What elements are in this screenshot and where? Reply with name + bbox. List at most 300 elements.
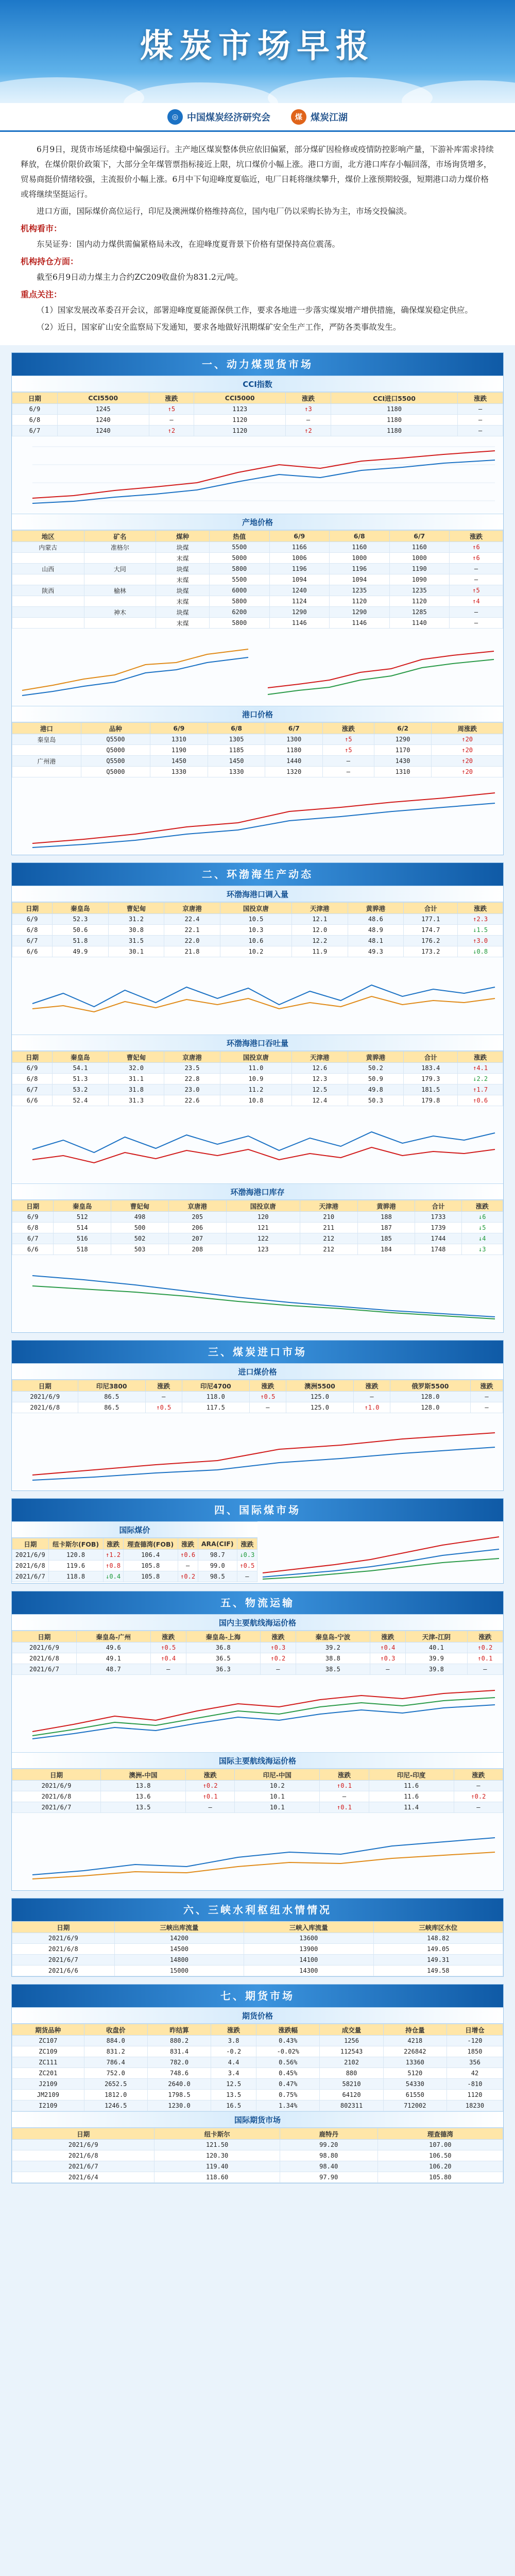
table-cell: 12.4: [291, 1095, 348, 1106]
table-cell: 0.47%: [256, 2079, 320, 2090]
table-cell: ↑0.2: [467, 1642, 503, 1653]
table-cell: 14200: [114, 1933, 244, 1944]
table-row: [12, 1074, 503, 1084]
table-cell: —: [149, 415, 194, 426]
table-cell: 广州港: [12, 756, 81, 767]
table-cell: 120: [226, 1212, 300, 1223]
table-cell: ↓4: [461, 1233, 503, 1244]
table-row: [12, 2046, 503, 2057]
table-row: [12, 2150, 503, 2161]
table-cell: 212: [300, 1244, 357, 1255]
table-header-cell: 涨跌: [150, 1631, 186, 1642]
table-cell: 22.4: [164, 914, 220, 925]
table-cell: 12.5: [291, 1084, 348, 1095]
table-cell: 31.8: [108, 1084, 164, 1095]
table-cell: 1246.5: [84, 2100, 147, 2111]
table-header-cell: 涨跌: [458, 903, 503, 914]
section-title: 六、三峡水利枢纽水情情况: [12, 1899, 503, 1921]
table-cell: —: [145, 1392, 182, 1402]
table-cell: 22.1: [164, 925, 220, 936]
table-cell: 1090: [389, 574, 450, 585]
table-cell: 23.0: [164, 1084, 220, 1095]
table-cell: -0.02%: [256, 2046, 320, 2057]
table-cell: 12.6: [291, 1063, 348, 1074]
table-cell: 神木: [84, 607, 156, 618]
table-cell: 173.2: [404, 946, 458, 957]
table-cell: 6/6: [12, 946, 53, 957]
table-cell: 48.6: [348, 914, 404, 925]
table-cell: 119.40: [154, 2161, 280, 2172]
table-cell: 107.00: [377, 2140, 503, 2150]
table-header-cell: 涨跌: [186, 1769, 235, 1781]
table-cell: 97.90: [280, 2172, 377, 2183]
table-cell: 49.8: [348, 1084, 404, 1095]
table-cell: 16.5: [211, 2100, 256, 2111]
table-cell: 2640.0: [147, 2079, 211, 2090]
table-cell: ↓0.3: [237, 1550, 257, 1561]
table-cell: 1120: [330, 596, 390, 607]
table-cell: ↑0.3: [370, 1653, 405, 1664]
table-header-cell: 印尼-中国: [235, 1769, 320, 1781]
table-cell: 2021/6/9: [12, 1550, 49, 1561]
table-cell: 1310: [374, 767, 432, 777]
table-cell: 1812.0: [84, 2090, 147, 2100]
table-cell: 榆林: [84, 585, 156, 596]
table-row: [12, 767, 503, 777]
table-header-cell: 6/2: [374, 723, 432, 734]
table-header-cell: 涨跌: [178, 1538, 198, 1550]
table-cell: 176.2: [404, 936, 458, 946]
table-cell: 1245: [57, 404, 149, 415]
table-cell: 6/7: [12, 1084, 53, 1095]
table-cell: 1305: [208, 734, 265, 745]
table-row: [12, 2140, 503, 2150]
table-row: [12, 2079, 503, 2090]
bohai-inflow-chart: [12, 957, 503, 1035]
table-header-cell: 印尼4700: [182, 1380, 249, 1392]
table-header-cell: 日期: [12, 1380, 78, 1392]
intro-heading-institutions: 机构看市：: [21, 224, 62, 233]
table-cell: 120.30: [154, 2150, 280, 2161]
table-cell: 880: [320, 2068, 383, 2079]
table-cell: 831.2: [84, 2046, 147, 2057]
table-row: [12, 1223, 503, 1233]
table-cell: —: [470, 1392, 503, 1402]
table-row: [12, 2057, 503, 2068]
table-header-cell: 京唐港: [164, 1052, 220, 1063]
table-cell: ↑5: [323, 745, 374, 756]
section-title: 五、物流运输: [12, 1591, 503, 1614]
table-cell: 49.9: [53, 946, 109, 957]
table-cell: ↑20: [432, 734, 503, 745]
table-cell: [12, 607, 84, 618]
table-cell: 752.0: [84, 2068, 147, 2079]
table-row: [12, 2090, 503, 2100]
table-cell: 1240: [269, 585, 330, 596]
table-cell: 6/8: [12, 415, 58, 426]
table-cell: 1000: [330, 553, 390, 564]
intl-freight-table: [12, 1769, 503, 1813]
sub-title-futures: 期货价格: [12, 2007, 503, 2024]
table-cell: 块煤: [156, 542, 210, 553]
table-header-cell: 秦皇岛-上海: [186, 1631, 260, 1642]
table-cell: 149.05: [373, 1944, 503, 1955]
table-row: [12, 596, 503, 607]
table-cell: 12.3: [291, 1074, 348, 1084]
table-cell: 11.0: [220, 1063, 291, 1074]
table-header-cell: 涨跌: [260, 1631, 296, 1642]
table-cell: 884.0: [84, 2036, 147, 2046]
table-cell: 1000: [389, 553, 450, 564]
table-cell: ↑0.5: [237, 1561, 257, 1571]
table-cell: 1739: [415, 1223, 461, 1233]
table-header-cell: 成交量: [320, 2024, 383, 2036]
meitanjianghu-logo[interactable]: 煤 煤炭江湖: [291, 109, 348, 125]
table-cell: 121.50: [154, 2140, 280, 2150]
table-row: [12, 404, 503, 415]
table-cell: ↑6: [450, 542, 503, 553]
table-header-cell: 日期: [12, 393, 58, 404]
table-cell: 31.5: [108, 936, 164, 946]
table-header-cell: 理查德湾: [377, 2128, 503, 2140]
table-cell: [12, 596, 84, 607]
table-header-cell: CCI5000: [194, 393, 286, 404]
table-row: [12, 542, 503, 553]
table-header-cell: 纽卡斯尔: [154, 2128, 280, 2140]
table-cell: 500: [111, 1223, 169, 1233]
table-cell: 末煤: [156, 596, 210, 607]
table-cell: 106.50: [377, 2150, 503, 2161]
table-header-cell: 天津港: [291, 1052, 348, 1063]
table-header-cell: 涨跌: [320, 1769, 369, 1781]
table-header-cell: 日期: [12, 1052, 53, 1063]
table-cell: 105.8: [123, 1561, 178, 1571]
table-cell: 1320: [265, 767, 323, 777]
table-cell: 1.34%: [256, 2100, 320, 2111]
table-cell: 10.8: [220, 1095, 291, 1106]
table-cell: 1180: [331, 404, 457, 415]
table-header-cell: 涨跌: [145, 1380, 182, 1392]
table-cell: 36.3: [186, 1664, 260, 1675]
table-cell: 50.3: [348, 1095, 404, 1106]
table-cell: 准格尔: [84, 542, 156, 553]
table-header-cell: 秦皇岛: [53, 903, 109, 914]
table-cell: [84, 574, 156, 585]
table-header-cell: 曹妃甸: [108, 903, 164, 914]
table-cell: —: [186, 1802, 235, 1813]
table-cell: 210: [300, 1212, 357, 1223]
intro-paragraph-6: （2）近日，国家矿山安全监察局下发通知，要求各地做好汛期煤矿安全生产工作，严防各类事故发生。: [37, 323, 401, 332]
table-cell: 12.0: [291, 925, 348, 936]
table-cell: 512: [54, 1212, 111, 1223]
table-cell: 148.82: [373, 1933, 503, 1944]
table-cell: 末煤: [156, 553, 210, 564]
domestic-freight-table: [12, 1631, 503, 1675]
table-header-cell: 涨跌: [454, 1769, 503, 1781]
table-header-cell: 地区: [12, 531, 84, 542]
table-cell: [12, 574, 84, 585]
table-cell: 105.80: [377, 2172, 503, 2183]
table-cell: 38.5: [296, 1664, 370, 1675]
table-row: [12, 1664, 503, 1675]
table-cell: 118.8: [48, 1571, 103, 1582]
table-cell: 712002: [383, 2100, 447, 2111]
table-cell: 10.2: [235, 1781, 320, 1791]
table-cell: ↑0.2: [260, 1653, 296, 1664]
table-row: [12, 564, 503, 574]
table-cell: 内蒙古: [12, 542, 84, 553]
table-header-cell: 涨跌: [458, 393, 503, 404]
intro-paragraph-5: （1）国家发展改革委召开会议，部署迎峰度夏能源保供工作，要求各地进一步落实煤炭增产增供措施，确保煤炭稳定供应。: [37, 306, 473, 315]
table-cell: —: [150, 1664, 186, 1675]
table-cell: 185: [357, 1233, 415, 1244]
table-cell: 30.1: [108, 946, 164, 957]
table-cell: Q5000: [81, 745, 150, 756]
table-cell: 14300: [244, 1965, 373, 1976]
table-cell: —: [450, 574, 503, 585]
table-header-cell: 涨跌: [211, 2024, 256, 2036]
table-cell: 2021/6/8: [12, 1561, 49, 1571]
table-cell: 42: [447, 2068, 503, 2079]
table-cell: 39.2: [296, 1642, 370, 1653]
bohai-stock-chart: [12, 1255, 503, 1332]
section-international: [11, 1498, 504, 1584]
section-title: 二、环渤海生产动态: [12, 863, 503, 886]
table-cell: —: [237, 1571, 257, 1582]
import-chart: [12, 1413, 503, 1490]
table-header-cell: 港口: [12, 723, 81, 734]
intro-heading-positions: 机构持仓方面：: [21, 257, 79, 266]
table-cell: 118.0: [182, 1392, 249, 1402]
table-cell: 212: [300, 1233, 357, 1244]
table-header-cell: 京唐港: [164, 903, 220, 914]
table-cell: 12.5: [211, 2079, 256, 2090]
table-cell: 11.4: [369, 1802, 454, 1813]
table-row: [12, 1244, 503, 1255]
table-cell: 末煤: [156, 574, 210, 585]
table-cell: 50.2: [348, 1063, 404, 1074]
table-cell: 98.80: [280, 2150, 377, 2161]
table-cell: 6000: [210, 585, 270, 596]
table-cell: 149.58: [373, 1965, 503, 1976]
table-header-cell: 印尼3800: [78, 1380, 145, 1392]
intro-paragraph-4: 截至6月9日动力煤主力合约ZC209收盘价为831.2元/吨。: [37, 273, 243, 282]
table-cell: 1450: [150, 756, 208, 767]
table-cell: 36.8: [186, 1642, 260, 1653]
table-row: [12, 745, 503, 756]
table-cell: 2021/6/9: [12, 1781, 101, 1791]
table-cell: 52.3: [53, 914, 109, 925]
table-cell: —: [450, 618, 503, 629]
table-cell: 10.3: [220, 925, 291, 936]
table-cell: 山西: [12, 564, 84, 574]
table-cell: 6/8: [12, 1074, 53, 1084]
table-cell: 2021/6/7: [12, 1802, 101, 1813]
table-cell: 502: [111, 1233, 169, 1244]
table-cell: 187: [357, 1223, 415, 1233]
table-header-cell: 黄骅港: [348, 1052, 404, 1063]
table-cell: 5000: [210, 553, 270, 564]
table-cell: 1146: [269, 618, 330, 629]
table-cell: 31.3: [108, 1095, 164, 1106]
table-cell: 518: [54, 1244, 111, 1255]
table-cell: 49.3: [348, 946, 404, 957]
table-cell: 1733: [415, 1212, 461, 1223]
table-cell: 10.5: [220, 914, 291, 925]
logo-bar: [0, 103, 515, 132]
table-cell: ↑0.4: [370, 1642, 405, 1653]
table-cell: 118.60: [154, 2172, 280, 2183]
table-cell: 99.0: [198, 1561, 237, 1571]
table-cell: ↑0.1: [320, 1781, 369, 1791]
table-header-cell: 持仓量: [383, 2024, 447, 2036]
table-header-cell: ARA(CIF): [198, 1538, 237, 1550]
table-cell: 13.5: [211, 2090, 256, 2100]
table-cell: 1180: [331, 415, 457, 426]
table-row: [12, 426, 503, 436]
table-cell: —: [178, 1561, 198, 1571]
cci-chart: [12, 436, 503, 514]
table-header-cell: 俄罗斯5500: [390, 1380, 470, 1392]
table-cell: ↑3: [286, 404, 331, 415]
table-cell: 831.4: [147, 2046, 211, 2057]
table-cell: ↑1.0: [354, 1402, 390, 1413]
table-cell: —: [323, 756, 374, 767]
table-cell: 1140: [389, 618, 450, 629]
intro-paragraph-3: 东吴证券：国内动力煤供需偏紧格局未改，在迎峰度夏背景下价格有望保持高位震荡。: [37, 240, 340, 249]
table-header-cell: 京唐港: [168, 1200, 226, 1212]
table-cell: 1190: [389, 564, 450, 574]
table-row: [12, 1233, 503, 1244]
table-cell: 106.20: [377, 2161, 503, 2172]
table-cell: ↑2: [286, 426, 331, 436]
table-cell: —: [320, 1791, 369, 1802]
table-cell: 2021/6/8: [12, 1402, 78, 1413]
table-cell: 3.8: [211, 2036, 256, 2046]
section-sanxia: [11, 1898, 504, 1977]
table-cell: JM2109: [12, 2090, 84, 2100]
table-cell: 2021/6/9: [12, 1392, 78, 1402]
table-cell: 1160: [389, 542, 450, 553]
table-cell: 6/6: [12, 1095, 53, 1106]
table-cell: 184: [357, 1244, 415, 1255]
table-cell: —: [454, 1781, 503, 1791]
table-cell: I2109: [12, 2100, 84, 2111]
table-cell: 2021/6/7: [12, 1955, 115, 1965]
table-header-cell: 国投京唐: [226, 1200, 300, 1212]
table-cell: ↓6: [461, 1212, 503, 1223]
table-header-cell: 天津港: [291, 903, 348, 914]
table-cell: ↑0.5: [145, 1402, 182, 1413]
table-cell: 1120: [447, 2090, 503, 2100]
port-price-table: [12, 722, 503, 777]
table-cell: 0.45%: [256, 2068, 320, 2079]
table-cell: 117.5: [182, 1402, 249, 1413]
table-header-cell: 收盘价: [84, 2024, 147, 2036]
table-cell: 12.2: [291, 936, 348, 946]
table-cell: [12, 767, 81, 777]
table-header-cell: 合计: [415, 1200, 461, 1212]
table-cell: 4.4: [211, 2057, 256, 2068]
table-cell: 13900: [244, 1944, 373, 1955]
table-cell: -120: [447, 2036, 503, 2046]
table-cell: ZC107: [12, 2036, 84, 2046]
table-cell: 2021/6/8: [12, 1653, 77, 1664]
table-cell: 1430: [374, 756, 432, 767]
import-price-table: [12, 1380, 503, 1413]
table-cell: 1230.0: [147, 2100, 211, 2111]
table-cell: 128.0: [390, 1402, 470, 1413]
table-cell: 54330: [383, 2079, 447, 2090]
table-cell: 6/7: [12, 1233, 54, 1244]
table-cell: 1180: [331, 426, 457, 436]
table-header-cell: 印尼-印度: [369, 1769, 454, 1781]
table-row: [12, 1933, 503, 1944]
table-cell: 11.6: [369, 1791, 454, 1802]
table-cell: ↑0.3: [260, 1642, 296, 1653]
table-cell: ↑20: [432, 756, 503, 767]
table-cell: —: [458, 404, 503, 415]
table-header-cell: 合计: [404, 1052, 458, 1063]
table-header-cell: 天津-江阴: [405, 1631, 467, 1642]
origin-chart-left: [12, 629, 258, 706]
table-cell: [84, 596, 156, 607]
table-cell: —: [458, 415, 503, 426]
sub-title-origin: 产地价格: [12, 514, 503, 530]
table-cell: 0.43%: [256, 2036, 320, 2046]
table-header-cell: 6/7: [265, 723, 323, 734]
table-header-cell: 6/8: [330, 531, 390, 542]
table-cell: 39.9: [405, 1653, 467, 1664]
table-cell: —: [323, 767, 374, 777]
mtjh-logo-icon: 煤: [291, 109, 306, 125]
table-header-cell: 日期: [12, 1631, 77, 1642]
table-cell: 5500: [210, 574, 270, 585]
table-cell: 6/7: [12, 426, 58, 436]
port-chart: [12, 777, 503, 855]
table-cell: 6/7: [12, 936, 53, 946]
table-row: [12, 618, 503, 629]
table-cell: —: [467, 1664, 503, 1675]
table-cell: 119.6: [48, 1561, 103, 1571]
table-cell: 2652.5: [84, 2079, 147, 2090]
table-cell: 13.8: [100, 1781, 185, 1791]
table-cell: J2109: [12, 2079, 84, 2090]
ccea-logo[interactable]: ◎ 中国煤炭经济研究会: [167, 109, 270, 125]
table-cell: 1235: [389, 585, 450, 596]
table-cell: 64120: [320, 2090, 383, 2100]
bohai-stock-table: [12, 1200, 503, 1255]
table-cell: 14100: [244, 1955, 373, 1965]
table-header-cell: 日期: [12, 1769, 101, 1781]
table-cell: 10.9: [220, 1074, 291, 1084]
table-cell: 123: [226, 1244, 300, 1255]
table-cell: 2021/6/8: [12, 2150, 154, 2161]
table-cell: 0.75%: [256, 2090, 320, 2100]
table-cell: 大同: [84, 564, 156, 574]
table-cell: 1450: [208, 756, 265, 767]
table-cell: ↑4.1: [458, 1063, 503, 1074]
table-cell: 1170: [374, 745, 432, 756]
table-cell: 12.1: [291, 914, 348, 925]
table-cell: 514: [54, 1223, 111, 1233]
table-cell: Q5500: [81, 734, 150, 745]
intl-price-table: [12, 1538, 258, 1582]
table-cell: ↑0.1: [320, 1802, 369, 1813]
table-cell: 503: [111, 1244, 169, 1255]
table-header-cell: 日期: [12, 1538, 49, 1550]
intl-chart: [258, 1521, 503, 1583]
